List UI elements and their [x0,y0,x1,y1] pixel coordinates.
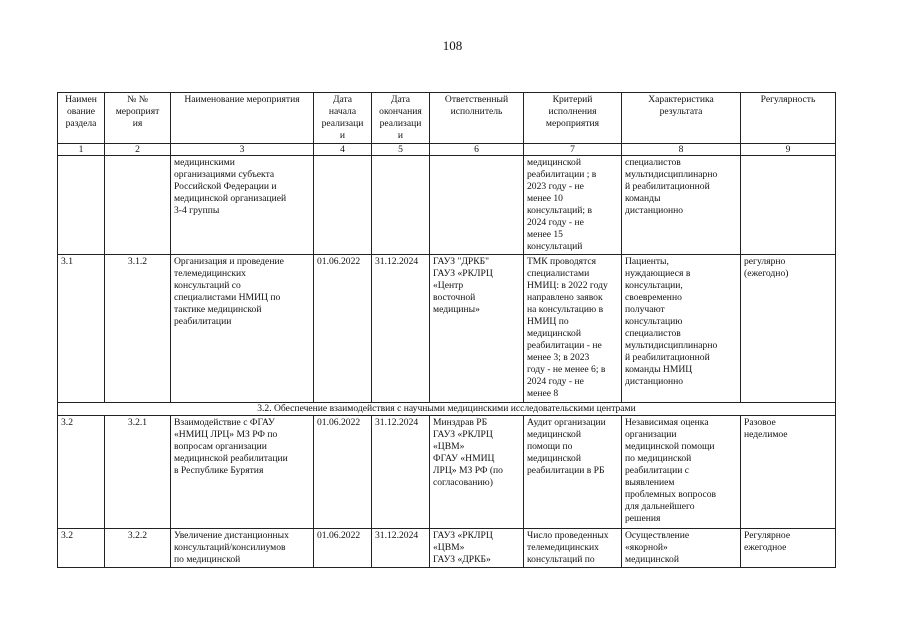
cell-regularity [741,156,836,255]
text-line: «ЦВМ» [433,542,465,553]
text-line: ФГАУ «НМИЦ [433,453,495,464]
cell-criterion [524,255,622,403]
column-number-row [58,144,836,156]
cell-criterion [524,156,622,255]
text-line: «НМИЦ ЛРЦ» МЗ РФ по [174,429,278,440]
text-line: медицинской [527,429,581,440]
text-line: ГАУЗ «РКЛРЦ [433,268,493,279]
cell-end-date: 31.12.2024 [372,255,430,403]
column-number: 4 [314,144,372,156]
cell-responsible [430,156,524,255]
table-row [58,156,836,255]
text-line: менее 10 [527,193,563,204]
text-line: Регулярность [760,94,816,105]
cell-start-date: 01.06.2022 [314,255,372,403]
text-line: Дата [332,94,353,105]
text-line: и [339,130,346,141]
cell-start-date: 01.06.2022 [314,529,372,568]
text-line: дистанционно [625,205,684,216]
cell-result [622,255,741,403]
text-line: Взаимодействие с ФГАУ [174,417,275,428]
text-line: медицинской [527,453,581,464]
text-line: решения [625,513,661,524]
text-line: медицинской организацией [174,193,287,204]
header-text [375,94,426,142]
cell-end-date: 31.12.2024 [372,529,430,568]
text-line: Критерий [552,94,593,105]
header-text [433,94,520,118]
column-number: 7 [524,144,622,156]
text-line: Минздрав РБ [433,417,488,428]
text-line: ия [132,118,143,129]
cell-responsible [430,255,524,403]
text-line: получают [625,304,665,315]
text-line: 3-4 группы [174,205,220,216]
column-number: 3 [171,144,314,156]
text-line: реализаци [379,118,422,129]
cell-section: 3.2 [58,529,105,568]
text-line: Дата [390,94,411,105]
text-line: году - не менее 6; в [527,364,606,375]
cell-regularity [741,255,836,403]
text-line: менее 8 [527,388,559,399]
text-line: результата [659,106,703,117]
text-line: реабилитации с [625,465,689,476]
text-line: (ежегодно) [744,268,789,279]
column-number: 8 [622,144,741,156]
column-number: 1 [58,144,105,156]
text-line: «Центр [433,280,464,291]
text-line: Ответственный [444,94,509,105]
text-line: специалистами [527,268,590,279]
text-line: менее 3; в 2023 [527,352,590,363]
text-line: й реабилитационной [625,181,710,192]
text-line: направлено заявок [527,292,603,303]
header-criterion [524,93,622,144]
cell-start-date: 01.06.2022 [314,416,372,529]
cell-number: 3.1.2 [105,255,171,403]
text-line: реабилитации в РБ [527,465,605,476]
text-line: согласованию) [433,477,493,488]
text-line: тактике медицинской [174,304,262,315]
text-line: НМИЦ: в 2022 году [527,280,608,291]
text-line: мультидисциплинарно [625,169,718,180]
text-line: ГАУЗ «РКЛРЦ [433,530,493,541]
text-line: й реабилитационной [625,352,710,363]
section-title-row [58,403,836,416]
cell-responsible [430,416,524,529]
cell-activity-name [171,156,314,255]
text-line: Число проведенных [527,530,609,541]
text-line: ГАУЗ «РКЛРЦ [433,429,493,440]
text-line: в Республике Бурятия [174,465,264,476]
text-line: организации [625,429,677,440]
header-section-name [58,93,105,144]
cell-criterion [524,529,622,568]
table-row [58,255,836,403]
text-line: специалистами НМИЦ по [174,292,281,303]
header-text [174,94,310,106]
header-end-date [372,93,430,144]
column-number: 5 [372,144,430,156]
text-line: Аудит организации [527,417,606,428]
text-line: медицинской реабилитации [174,453,288,464]
header-activity-number [105,93,171,144]
text-line: медицинской [625,554,679,565]
text-line: ТМК проводятся [527,256,597,267]
text-line: консультаций [527,241,583,252]
text-line: раздела [65,118,97,129]
text-line: по медицинской [174,554,241,565]
cell-activity-name [171,255,314,403]
text-line: команды НМИЦ [625,364,693,375]
activity-plan-table [57,92,836,568]
text-line: Разовое [744,417,776,428]
text-line: восточной [433,292,476,303]
text-line: мероприятия [545,118,600,129]
cell-section [58,156,105,255]
text-line: медицины» [433,304,480,315]
text-line: менее 15 [527,229,563,240]
text-line: Наимен [65,94,97,105]
text-line: окончания [379,106,422,117]
text-line: Организация и проведение [174,256,284,267]
text-line: реабилитации - не [527,340,602,351]
text-line: «якорной» [625,542,668,553]
text-line: реабилитации [174,316,232,327]
column-number: 6 [430,144,524,156]
text-line: медицинскими [174,157,235,168]
cell-end-date: 31.12.2024 [372,416,430,529]
text-line: консультаций со [174,280,241,291]
text-line: 2024 году - не [527,217,584,228]
text-line: регулярно [744,256,786,267]
text-line: Осуществление [625,530,690,541]
column-number: 9 [741,144,836,156]
text-line: специалистов [625,157,681,168]
text-line: Увеличение дистанционных [174,530,289,541]
header-row [58,93,836,144]
header-result [622,93,741,144]
cell-number: 3.2.1 [105,416,171,529]
header-text [61,94,101,130]
text-line: телемедицинских [527,542,599,553]
text-line: «ЦВМ» [433,441,465,452]
text-line: реабилитации ; в [527,169,597,180]
text-line: исполнения [548,106,597,117]
text-line: Независимая оценка [625,417,709,428]
text-line: для дальнейшего [625,501,695,512]
text-line: специалистов [625,328,681,339]
text-line: нуждающиеся в [625,268,691,279]
text-line: мультидисциплинарно [625,340,718,351]
text-line: дистанционно [625,376,684,387]
text-line: своевременно [625,292,682,303]
text-line: и [397,130,404,141]
cell-activity-name [171,416,314,529]
text-line: ЛРЦ» МЗ РФ (по [433,465,503,476]
text-line: ежегодное [744,542,787,553]
text-line: Характеристика [648,94,714,105]
text-line: ГАУЗ «ДРКБ» [433,554,491,565]
text-line: ГАУЗ "ДРКБ" [433,256,490,267]
cell-section: 3.2 [58,416,105,529]
text-line: телемедицинских [174,268,246,279]
text-line: консультации, [625,280,683,291]
header-text [108,94,167,130]
cell-result [622,156,741,255]
text-line: Пациенты, [625,256,669,267]
text-line: мероприят [115,106,160,117]
text-line: медицинской [527,157,581,168]
text-line: ование [67,106,95,117]
table-row [58,529,836,568]
page-number: 108 [442,38,463,53]
text-line: выявлением [625,477,675,488]
cell-start-date [314,156,372,255]
text-line: неделимое [744,429,788,440]
header-responsible [430,93,524,144]
header-start-date [314,93,372,144]
text-line: консультацию [625,316,683,327]
text-line: начала [328,106,357,117]
cell-number [105,156,171,255]
text-line: № № [127,94,148,105]
text-line: Наименование мероприятия [184,94,300,105]
header-text [625,94,737,118]
header-text [744,94,832,106]
text-line: консультаций; в [527,205,592,216]
cell-criterion [524,416,622,529]
text-line: Регулярное [744,530,791,541]
text-line: консультаций/консилиумов [174,542,286,553]
text-line: организациями субъекта [174,169,275,180]
cell-activity-name [171,529,314,568]
text-line: на консультацию в [527,304,604,315]
header-activity-name [171,93,314,144]
text-line: команды [625,193,661,204]
table-row [58,416,836,529]
text-line: Российской Федерации и [174,181,277,192]
cell-result [622,529,741,568]
header-text [527,94,618,130]
text-line: по медицинской [625,453,692,464]
cell-number: 3.2.2 [105,529,171,568]
cell-result [622,416,741,529]
text-line: проблемных вопросов [625,489,717,500]
text-line: реализаци [321,118,364,129]
text-line: исполнитель [450,106,503,117]
text-line: консультаций по [527,554,595,565]
cell-regularity [741,416,836,529]
text-line: вопросам организации [174,441,267,452]
column-number: 2 [105,144,171,156]
header-regularity [741,93,836,144]
cell-end-date [372,156,430,255]
text-line: медицинской [527,328,581,339]
text-line: НМИЦ по [527,316,569,327]
section-title: 3.2. Обеспечение взаимодействия с научными медицинскими исследовательскими центрами [58,403,836,416]
text-line: 2023 году - не [527,181,584,192]
cell-responsible [430,529,524,568]
text-line: помощи по [527,441,573,452]
header-text [317,94,368,142]
text-line: 2024 году - не [527,376,584,387]
cell-section: 3.1 [58,255,105,403]
cell-regularity [741,529,836,568]
text-line: медицинской помощи [625,441,715,452]
